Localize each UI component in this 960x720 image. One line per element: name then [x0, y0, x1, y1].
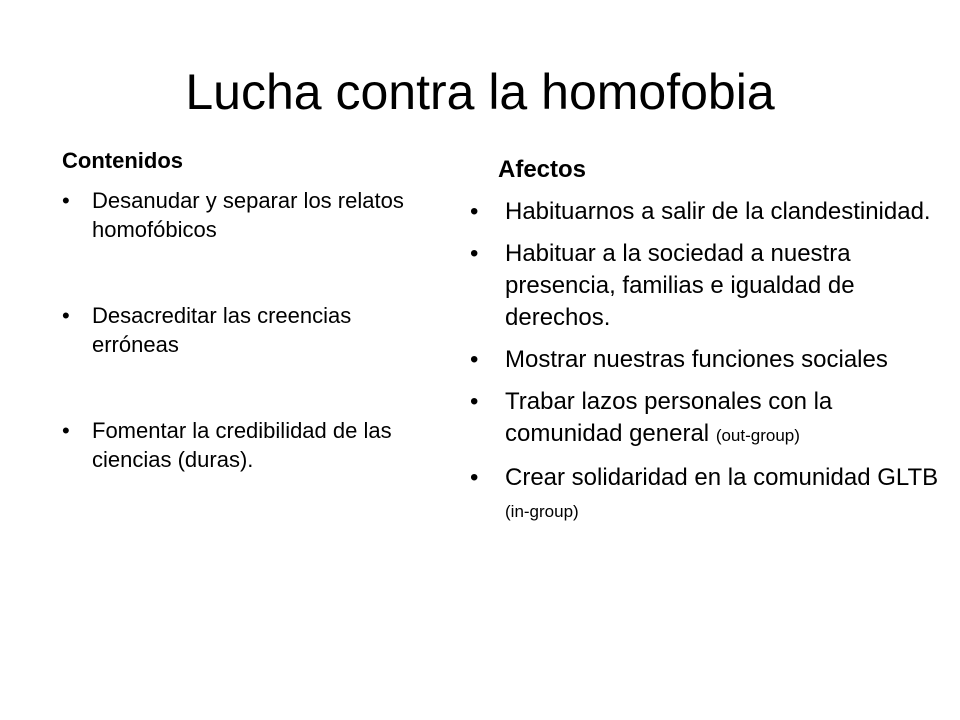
list-item: [470, 386, 950, 452]
list-item-text: Habituarnos a salir de la clandestinidad.: [505, 198, 931, 225]
list-item-text: Mostrar nuestras funciones sociales: [505, 346, 888, 373]
list-item-text: Desacreditar las creencias erróneas: [92, 303, 352, 357]
afectos-list: [470, 196, 950, 528]
list-item: [62, 301, 442, 359]
bullet-icon: •: [470, 464, 479, 491]
contenidos-heading: Contenidos: [62, 148, 183, 173]
bullet-icon: •: [470, 198, 479, 225]
list-item-text: Trabar lazos personales con la comunidad general: [505, 388, 833, 447]
list-item: [62, 186, 442, 244]
list-item-text: Habituar a la sociedad a nuestra presencia, familias e igualdad de derechos.: [505, 240, 855, 331]
afectos-heading: Afectos: [498, 156, 587, 183]
bullet-icon: •: [62, 418, 70, 443]
list-item-text: Fomentar la credibilidad de las ciencias (duras).: [92, 418, 392, 472]
list-item: [470, 196, 950, 228]
bullet-icon: •: [470, 388, 479, 415]
list-item: [470, 462, 950, 528]
afectos-column: [470, 155, 950, 528]
bullet-icon: •: [470, 346, 479, 373]
bullet-icon: •: [62, 188, 70, 213]
list-item: [470, 238, 950, 334]
contenidos-column: [62, 146, 442, 474]
bullet-icon: •: [470, 240, 479, 267]
list-item-text: Desanudar y separar los relatos homofóbicos: [92, 188, 404, 242]
list-item-note: (out-group): [715, 426, 800, 445]
slide-title: Lucha contra la homofobia: [185, 64, 775, 120]
bullet-icon: •: [62, 303, 70, 328]
list-item-text: Crear solidaridad en la comunidad GLTB: [505, 464, 939, 491]
list-item-note: (in-group): [505, 502, 579, 521]
list-item: [470, 344, 950, 376]
list-item: [62, 416, 442, 474]
contenidos-list: [62, 186, 442, 474]
